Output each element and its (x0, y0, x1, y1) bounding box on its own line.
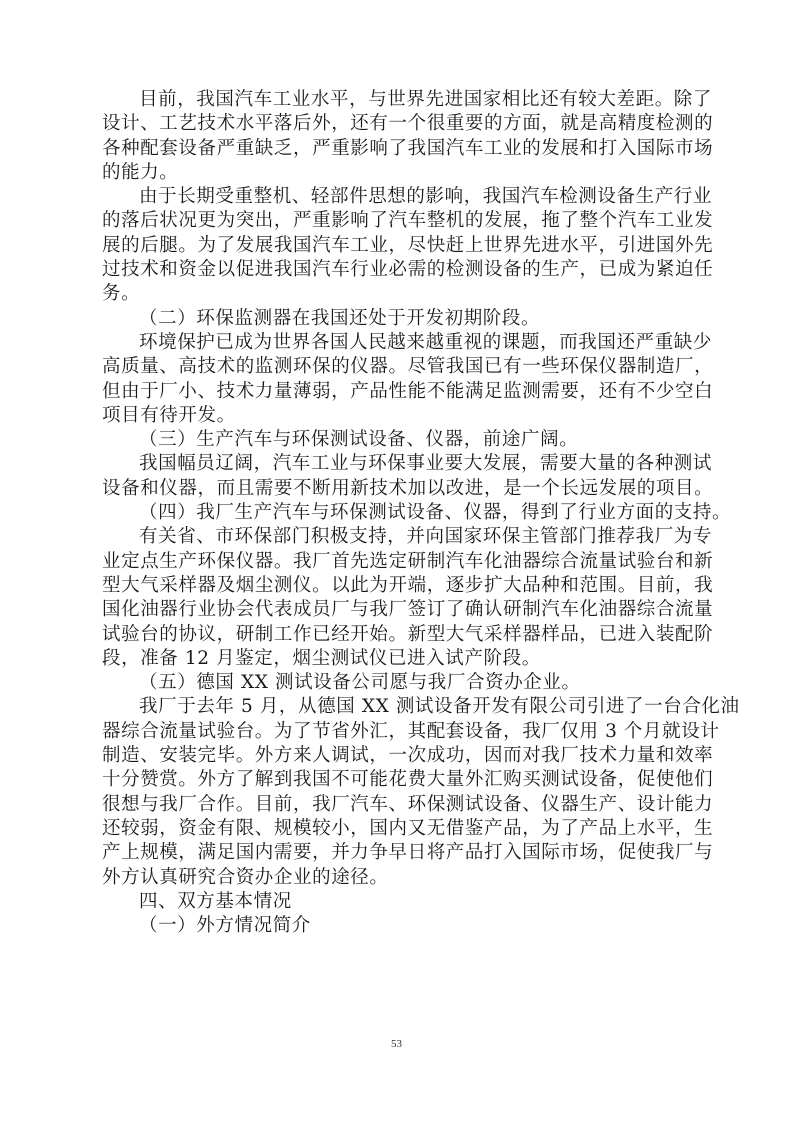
text-line: 器综合流量试验台。为了节省外汇，其配套设备，我厂仅用 3 个月就设计 (102, 720, 720, 742)
text-line: 但由于厂小、技术力量薄弱，产品性能不能满足监测需要，还有不少空白 (102, 380, 714, 402)
document-body (102, 88, 740, 938)
text-line: 有关省、市环保部门积极支持，并向国家环保主管部门推荐我厂为专 (139, 526, 713, 548)
text-line: 过技术和资金以促进我国汽车行业必需的检测设备的生产，已成为紧迫任 (102, 259, 714, 281)
text-line: 展的后腿。为了发展我国汽车工业，尽快赶上世界先进水平，引进国外先 (102, 234, 714, 256)
section-heading: （一）外方情况简介 (139, 915, 311, 937)
page-number: 53 (391, 1038, 402, 1050)
text-line: 段，准备 12 月鉴定，烟尘测试仪已进入试产阶段。 (102, 647, 541, 669)
text-line: 十分赞赏。外方了解到我国不可能花费大量外汇购买测试设备，促使他们 (102, 769, 714, 791)
text-line: 项目有待开发。 (102, 404, 236, 426)
section-heading: （二）环保监测器在我国还处于开发初期阶段。 (139, 307, 541, 329)
section-heading: （四）我厂生产汽车与环保测试设备、仪器，得到了行业方面的支持。 (139, 502, 732, 524)
text-line: 很想与我厂合作。目前，我厂汽车、环保测试设备、仪器生产、设计能力 (102, 793, 714, 815)
text-line: 产上规模，满足国内需要，并力争早日将产品打入国际市场，促使我厂与 (102, 842, 714, 864)
text-line: 环境保护已成为世界各国人民越来越重视的课题，而我国还严重缺少 (139, 331, 713, 353)
text-line: 制造、安装完毕。外方来人调试，一次成功，因而对我厂技术力量和效率 (102, 745, 714, 767)
text-line: 设计、工艺技术水平落后外，还有一个很重要的方面，就是高精度检测的 (102, 113, 714, 135)
section-heading: （三）生产汽车与环保测试设备、仪器，前途广阔。 (139, 429, 579, 451)
text-line: 型大气采样器及烟尘测仪。以此为开端，逐步扩大品种和范围。目前，我 (102, 574, 714, 596)
text-line: 目前，我国汽车工业水平，与世界先进国家相比还有较大差距。除了 (139, 89, 713, 110)
text-line: 我国幅员辽阔，汽车工业与环保事业要大发展，需要大量的各种测试 (139, 453, 713, 475)
text-line: 还较弱，资金有限、规模较小，国内又无借鉴产品，为了产品上水平，生 (102, 817, 714, 839)
text-line: 的能力。 (102, 161, 179, 183)
text-line: 外方认真研究合资办企业的途径。 (102, 866, 389, 888)
text-line: 试验台的协议，研制工作已经开始。新型大气采样器样品，已进入装配阶 (102, 623, 714, 645)
text-line: 国化油器行业协会代表成员厂与我厂签订了确认研制汽车化油器综合流量 (102, 599, 714, 621)
text-line: 业定点生产环保仪器。我厂首先选定研制汽车化油器综合流量试验台和新 (102, 550, 714, 572)
text-line: 由于长期受重整机、轻部件思想的影响，我国汽车检测设备生产行业 (139, 186, 713, 208)
text-line: 务。 (102, 283, 141, 305)
text-line: 的落后状况更为突出，严重影响了汽车整机的发展，拖了整个汽车工业发 (102, 210, 714, 232)
text-line: 高质量、高技术的监测环保的仪器。尽管我国已有一些环保仪器制造厂， (102, 356, 714, 378)
text-line: 我厂于去年 5 月，从德国 XX 测试设备开发有限公司引进了一台合化油 (139, 696, 740, 718)
section-heading: 四、双方基本情况 (139, 890, 292, 912)
text-line: 设备和仪器，而且需要不断用新技术加以改进，是一个长远发展的项目。 (102, 477, 714, 499)
text-line: 各种配套设备严重缺乏，严重影响了我国汽车工业的发展和打入国际市场 (102, 137, 714, 159)
section-heading: （五）德国 XX 测试设备公司愿与我厂合资办企业。 (139, 672, 581, 694)
